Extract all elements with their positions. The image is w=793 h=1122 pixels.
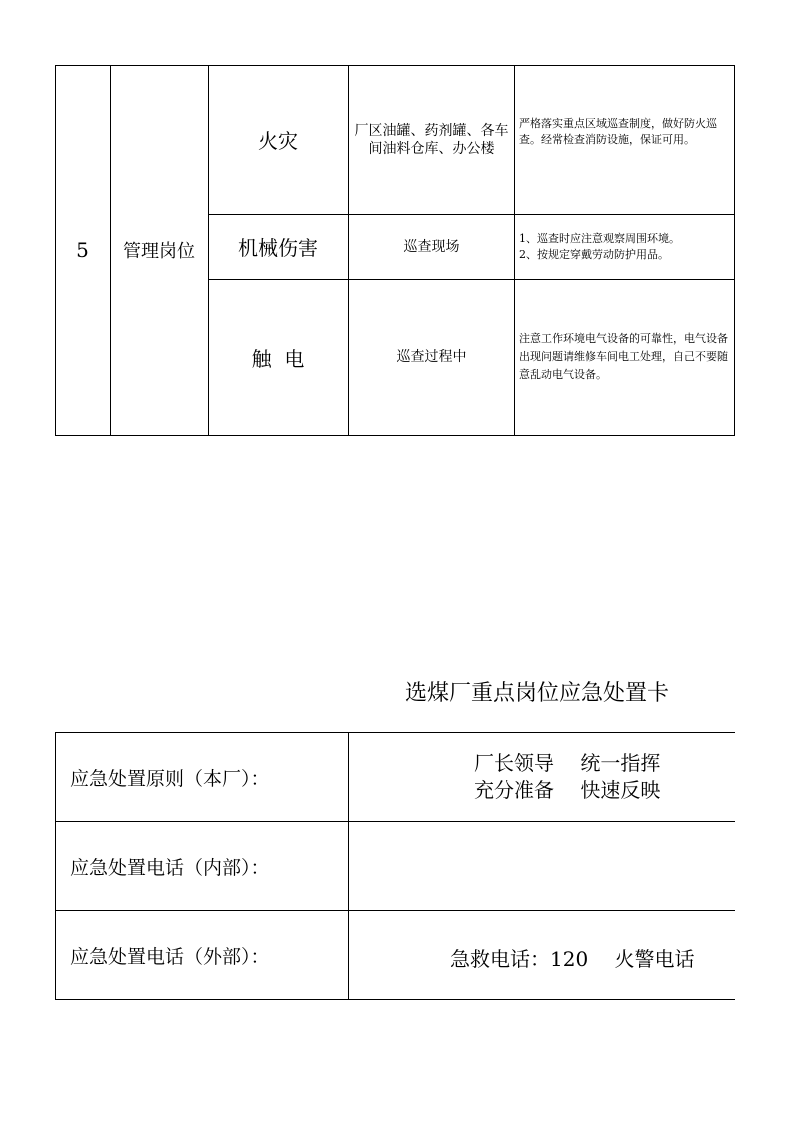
hazard-measures: 严格落实重点区域巡查制度，做好防火巡查。经常检查消防设施，保证可用。 <box>519 117 717 146</box>
hazard-name: 触 电 <box>251 346 305 371</box>
principle-line: 厂长领导 统一指挥 <box>474 751 661 775</box>
hazard-measures <box>515 214 734 279</box>
external-phone-label: 应急处置电话（外部）： <box>70 945 270 968</box>
hazard-location: 巡查现场 <box>403 238 460 255</box>
hazard-measures: 注意工作环境电气设备的可靠性，电气设备出现问题请维修车间电工处理，自己不要随意乱动电气设备。 <box>519 332 728 381</box>
internal-phone-label: 应急处置电话（内部）： <box>70 856 270 879</box>
position: 管理岗位 <box>123 241 195 262</box>
hazard-name: 火灾 <box>258 129 298 153</box>
hazard-location: 厂区油罐、药剂罐、各车间油料仓库、办公楼 <box>354 122 509 157</box>
hazard-location: 巡查过程中 <box>396 349 467 365</box>
external-phone-value: 急救电话：120 火警电话 <box>450 946 695 971</box>
hazard-name: 机械伤害 <box>238 236 318 260</box>
measure-line: 1、巡查时应注意观察周围环境。 <box>519 231 680 245</box>
measure-line: 2、按规定穿戴劳动防护用品。 <box>519 247 669 261</box>
principle-line: 充分准备 快速反映 <box>474 778 661 802</box>
principle-value <box>474 733 735 821</box>
principle-label: 应急处置原则（本厂）： <box>70 767 270 790</box>
row-index: 5 <box>76 238 89 262</box>
card-title: 选煤厂重点岗位应急处置卡 <box>405 680 670 706</box>
